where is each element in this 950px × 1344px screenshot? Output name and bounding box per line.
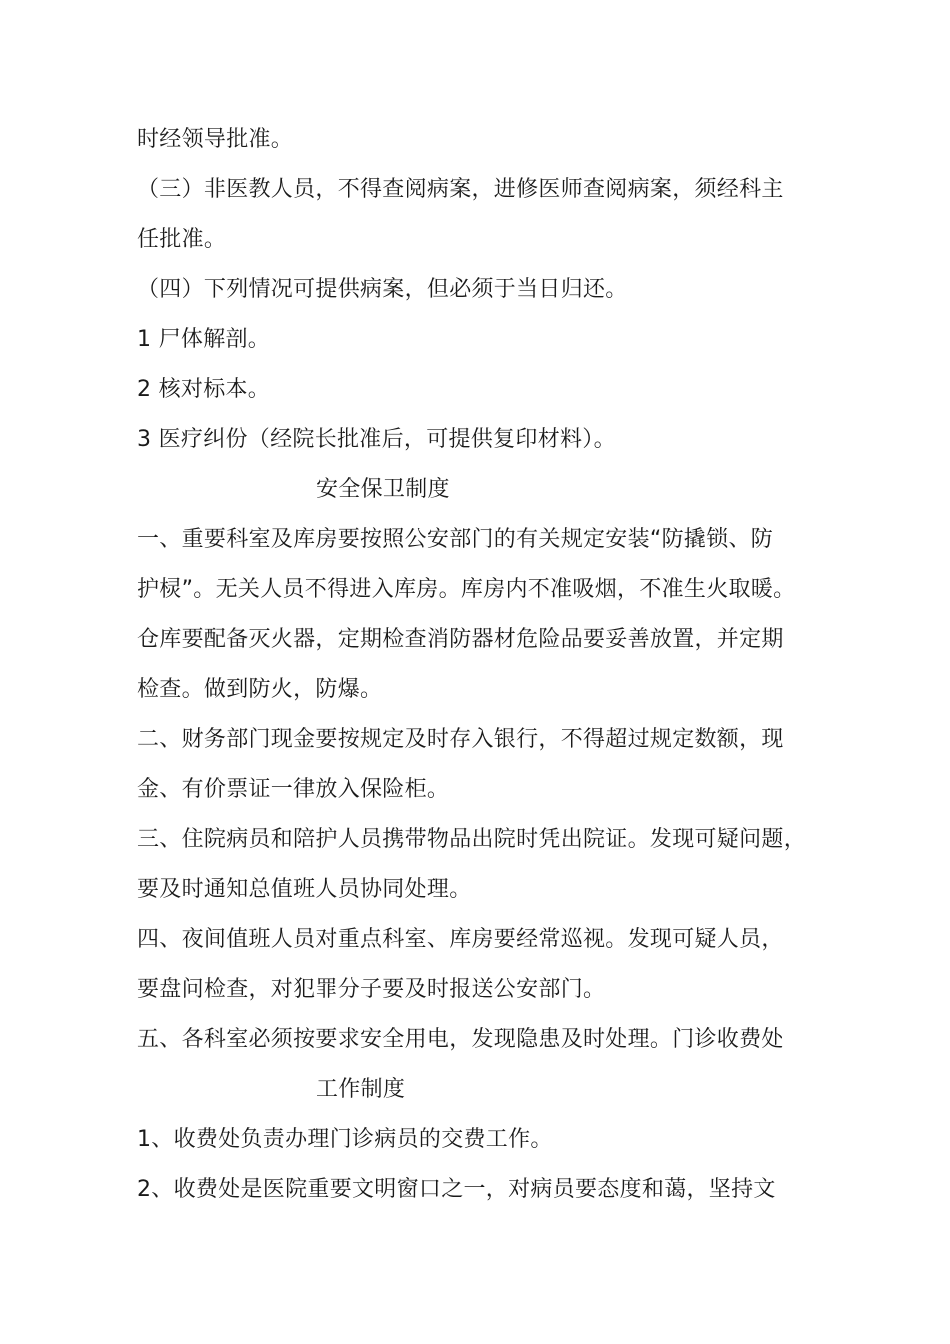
text-line: 仓库要配备灭火器，定期检查消防器材危险品要妥善放置，并定期 — [137, 627, 784, 652]
text-line: 2、收费处是医院重要文明窗口之一，对病员要态度和蔼，坚持文 — [137, 1177, 776, 1202]
text-line: 三、住院病员和陪护人员携带物品出院时凭出院证。发现可疑问题， — [137, 827, 807, 852]
text-line: 2 核对标本。 — [137, 377, 271, 402]
text-line: 要及时通知总值班人员协同处理。 — [137, 877, 472, 902]
text-line: 五、各科室必须按要求安全用电，发现隐患及时处理。门诊收费处 — [137, 1027, 784, 1052]
text-line: 1 尸体解剖。 — [137, 327, 271, 352]
section-heading: 工作制度 — [316, 1077, 406, 1102]
text-line: 任批准。 — [137, 227, 227, 252]
text-line: （四）下列情况可提供病案，但必须于当日归还。 — [137, 277, 628, 302]
text-line: 要盘问检查，对犯罪分子要及时报送公安部门。 — [137, 977, 606, 1002]
text-line: 检查。做到防火，防爆。 — [137, 677, 383, 702]
section-heading: 安全保卫制度 — [316, 477, 450, 502]
text-line: 二、财务部门现金要按规定及时存入银行，不得超过规定数额，现 — [137, 727, 784, 752]
text-line: （三）非医教人员，不得查阅病案，进修医师查阅病案，须经科主 — [137, 177, 784, 202]
text-line: 3 医疗纠份（经院长批准后，可提供复印材料）。 — [137, 427, 616, 452]
text-line: 1、收费处负责办理门诊病员的交费工作。 — [137, 1127, 553, 1152]
text-line: 护棂”。无关人员不得进入库房。库房内不准吸烟，不准生火取暖。 — [137, 577, 796, 602]
text-line: 时经领导批准。 — [137, 127, 294, 152]
text-line: 金、有价票证一律放入保险柜。 — [137, 777, 450, 802]
text-line: 四、夜间值班人员对重点科室、库房要经常巡视。发现可疑人员， — [137, 927, 784, 952]
text-line: 一、重要科室及库房要按照公安部门的有关规定安装“防撬锁、防 — [137, 527, 774, 552]
